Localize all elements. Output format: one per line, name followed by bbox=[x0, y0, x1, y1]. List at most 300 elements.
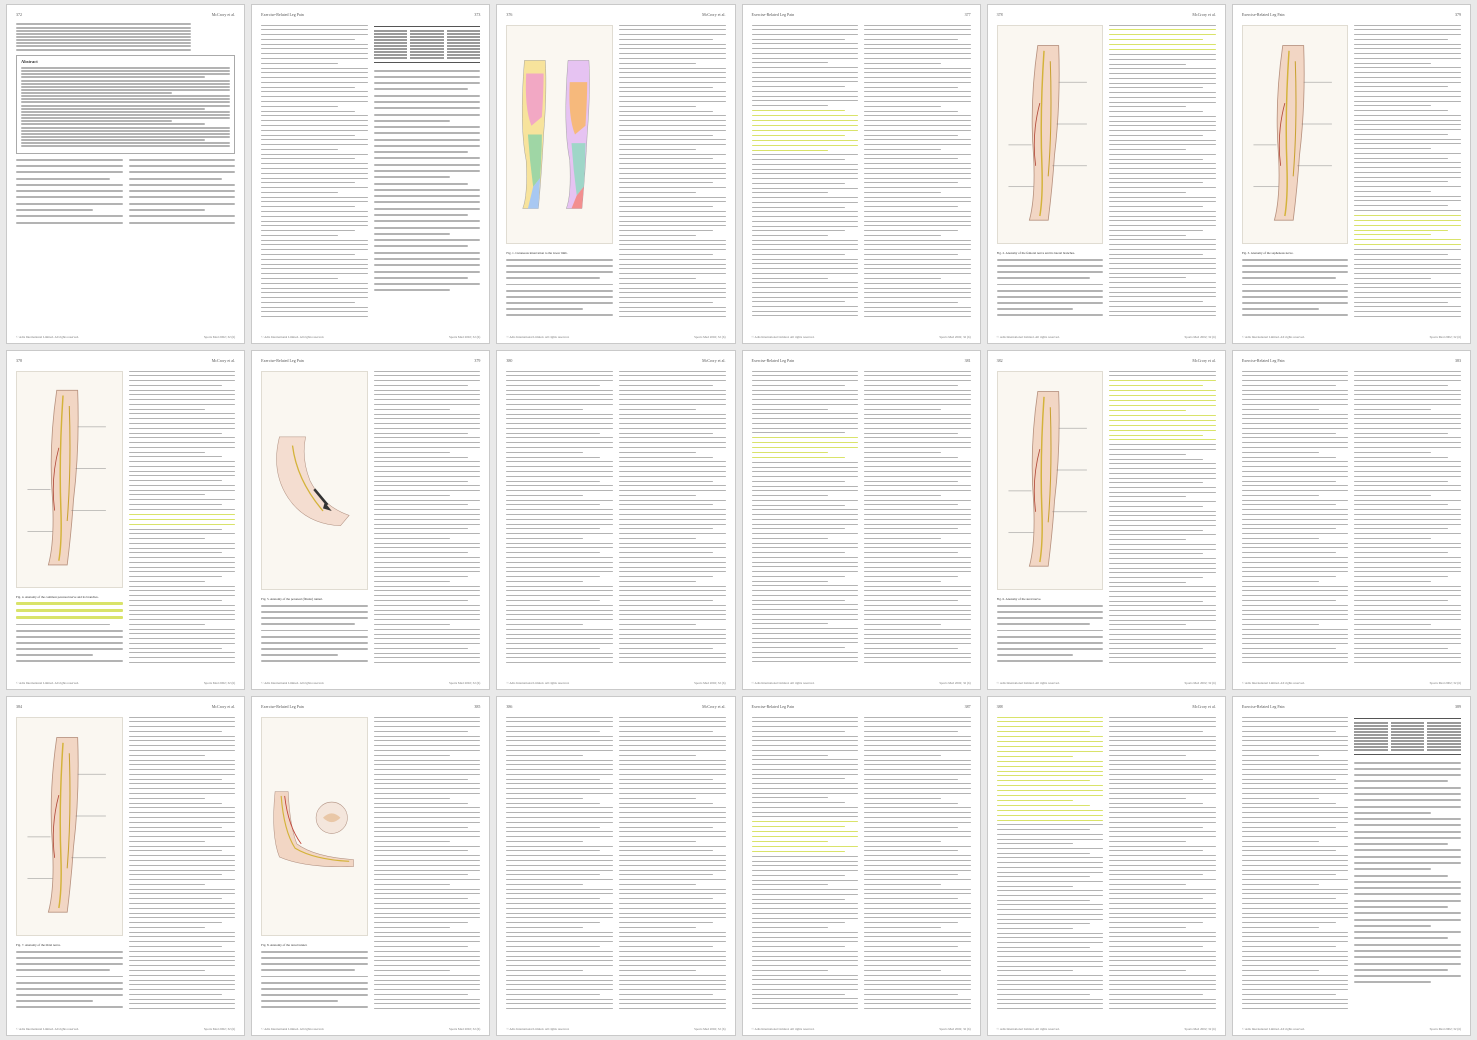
text-line bbox=[1354, 418, 1461, 419]
text-line bbox=[1354, 509, 1461, 510]
text-line bbox=[1242, 870, 1349, 871]
text-line bbox=[619, 404, 726, 405]
text-line bbox=[864, 855, 971, 856]
text-line bbox=[1242, 418, 1349, 419]
text-line bbox=[374, 1008, 481, 1009]
text-line bbox=[619, 812, 726, 813]
running-footer bbox=[506, 1027, 725, 1031]
text-line bbox=[1354, 799, 1461, 801]
text-line bbox=[1109, 989, 1216, 990]
text-line bbox=[752, 831, 859, 832]
text-line bbox=[21, 95, 230, 97]
text-line bbox=[864, 168, 971, 169]
text-line bbox=[506, 586, 613, 587]
text-line bbox=[619, 409, 696, 410]
text-line bbox=[864, 581, 941, 582]
header-left: Exercise-Related Leg Pain bbox=[751, 358, 795, 363]
journal-page bbox=[251, 696, 490, 1036]
text-line bbox=[506, 414, 613, 415]
text-line bbox=[997, 756, 1074, 757]
running-footer bbox=[752, 1027, 971, 1031]
text-line bbox=[864, 874, 958, 875]
text-line bbox=[506, 600, 600, 601]
text-line bbox=[506, 423, 613, 424]
text-line bbox=[506, 908, 613, 909]
text-line bbox=[1242, 595, 1349, 596]
text-line bbox=[1109, 855, 1216, 856]
text-line bbox=[374, 717, 481, 718]
text-line bbox=[1242, 956, 1349, 957]
text-line bbox=[21, 136, 230, 138]
text-line bbox=[619, 380, 726, 381]
text-line bbox=[374, 822, 481, 823]
text-line bbox=[619, 717, 726, 718]
text-line bbox=[752, 120, 859, 121]
text-line bbox=[374, 629, 481, 630]
figure-fig3 bbox=[1242, 25, 1349, 244]
text-line bbox=[374, 817, 481, 818]
text-line bbox=[619, 619, 726, 620]
text-line bbox=[129, 190, 236, 192]
text-column bbox=[1354, 369, 1461, 663]
text-line bbox=[619, 936, 726, 937]
text-line bbox=[374, 114, 481, 116]
text-line bbox=[374, 643, 481, 644]
text-line bbox=[619, 375, 726, 376]
text-line bbox=[129, 822, 236, 823]
text-line bbox=[619, 903, 726, 904]
text-line bbox=[1354, 634, 1461, 635]
text-line bbox=[864, 375, 971, 376]
footer-copyright: © Adis International Limited. All rights reserved. bbox=[261, 680, 325, 685]
text-line bbox=[1354, 567, 1461, 568]
text-line bbox=[16, 988, 123, 990]
text-line bbox=[864, 471, 971, 472]
text-line bbox=[16, 660, 123, 662]
text-line bbox=[16, 963, 123, 965]
text-line bbox=[619, 595, 726, 596]
text-line bbox=[1242, 721, 1349, 722]
text-line bbox=[752, 125, 859, 126]
text-line bbox=[619, 922, 713, 923]
text-column bbox=[261, 715, 368, 1009]
header-right: 377 bbox=[964, 12, 971, 17]
header-left: Exercise-Related Leg Pain bbox=[261, 12, 304, 17]
text-line bbox=[864, 798, 941, 799]
text-line bbox=[261, 34, 368, 35]
text-line bbox=[1242, 524, 1349, 525]
text-line bbox=[1354, 528, 1448, 529]
text-line bbox=[506, 994, 600, 995]
text-line bbox=[1354, 215, 1461, 216]
text-line bbox=[374, 576, 468, 577]
text-line bbox=[129, 975, 236, 976]
text-line bbox=[374, 76, 481, 78]
text-line bbox=[864, 201, 971, 202]
text-line bbox=[619, 144, 726, 145]
text-line bbox=[1354, 244, 1461, 245]
text-line bbox=[619, 442, 726, 443]
text-line bbox=[129, 755, 206, 756]
text-line bbox=[374, 504, 468, 505]
text-line bbox=[619, 980, 726, 981]
text-line bbox=[129, 215, 236, 217]
abstract-heading: Abstract bbox=[21, 58, 38, 64]
text-line bbox=[1242, 865, 1349, 866]
text-line bbox=[619, 586, 726, 587]
text-line bbox=[1242, 277, 1336, 279]
text-line bbox=[506, 769, 613, 770]
running-footer bbox=[752, 681, 971, 685]
text-line bbox=[374, 461, 481, 462]
text-line bbox=[16, 1006, 123, 1008]
text-line bbox=[374, 600, 468, 601]
text-line bbox=[1109, 439, 1216, 440]
text-line bbox=[129, 884, 206, 885]
text-line bbox=[864, 58, 971, 59]
text-line bbox=[1242, 590, 1349, 591]
text-line bbox=[864, 951, 971, 952]
text-line bbox=[129, 726, 236, 727]
text-line bbox=[619, 827, 713, 828]
text-line bbox=[997, 277, 1091, 279]
text-line bbox=[619, 533, 726, 534]
text-line bbox=[261, 963, 368, 965]
text-line bbox=[129, 203, 236, 205]
text-line bbox=[864, 91, 971, 92]
text-line bbox=[864, 173, 971, 174]
figure-caption: Fig. 6. Anatomy of the sural nerve. bbox=[996, 597, 1042, 602]
text-line bbox=[619, 721, 726, 722]
text-line bbox=[506, 394, 613, 395]
text-line bbox=[374, 970, 451, 971]
text-line bbox=[997, 605, 1104, 607]
text-line bbox=[16, 609, 123, 612]
text-line bbox=[1242, 581, 1319, 582]
text-line bbox=[506, 917, 613, 918]
text-line bbox=[997, 736, 1104, 737]
text-line bbox=[374, 404, 481, 405]
text-line bbox=[506, 380, 613, 381]
text-column bbox=[1109, 23, 1216, 317]
text-line bbox=[506, 302, 613, 304]
header-right: McCrory et al. bbox=[1192, 358, 1216, 363]
text-line bbox=[16, 190, 123, 192]
text-line bbox=[997, 308, 1074, 310]
text-column bbox=[864, 23, 971, 317]
text-line bbox=[1242, 533, 1349, 534]
text-line bbox=[506, 989, 613, 990]
text-line bbox=[1354, 619, 1461, 620]
text-line bbox=[129, 941, 236, 942]
text-line bbox=[374, 509, 481, 510]
text-line bbox=[619, 975, 726, 976]
text-line bbox=[997, 636, 1104, 638]
text-line bbox=[21, 111, 230, 113]
text-line bbox=[1242, 290, 1349, 292]
text-line bbox=[1242, 485, 1349, 486]
text-line bbox=[374, 414, 481, 415]
text-line bbox=[506, 533, 613, 534]
text-line bbox=[261, 91, 368, 92]
text-line bbox=[506, 755, 583, 756]
text-line bbox=[997, 648, 1104, 650]
text-line bbox=[619, 283, 726, 284]
text-line bbox=[21, 70, 230, 72]
text-line bbox=[864, 975, 971, 976]
text-line bbox=[374, 101, 481, 103]
footer-journal: Sports Med 2002; 32 (6) bbox=[694, 334, 726, 339]
text-line bbox=[619, 500, 726, 501]
text-line bbox=[506, 898, 600, 899]
text-line bbox=[506, 271, 613, 273]
text-line bbox=[261, 642, 368, 644]
text-line bbox=[1109, 927, 1186, 928]
text-line bbox=[752, 437, 859, 438]
text-line bbox=[374, 552, 468, 553]
text-line bbox=[261, 221, 368, 222]
text-line bbox=[129, 908, 236, 909]
text-line bbox=[997, 766, 1104, 767]
text-line bbox=[261, 283, 368, 284]
text-line bbox=[506, 803, 600, 804]
text-line bbox=[374, 183, 468, 185]
text-line bbox=[1242, 629, 1349, 630]
text-line bbox=[864, 29, 971, 30]
text-line bbox=[864, 125, 971, 126]
text-line bbox=[752, 145, 859, 146]
text-line bbox=[506, 610, 613, 611]
text-line bbox=[1354, 590, 1461, 591]
text-line bbox=[1354, 806, 1461, 808]
text-line bbox=[261, 273, 368, 274]
text-line bbox=[864, 106, 941, 107]
text-line bbox=[374, 614, 481, 615]
text-line bbox=[864, 192, 941, 193]
header-right: McCrory et al. bbox=[702, 358, 726, 363]
text-line bbox=[1109, 960, 1216, 961]
header-left: 386 bbox=[506, 704, 513, 709]
text-line bbox=[1354, 881, 1461, 883]
text-line bbox=[506, 409, 583, 410]
text-line bbox=[864, 936, 971, 937]
journal-page bbox=[496, 350, 735, 690]
text-line bbox=[261, 206, 355, 207]
text-column bbox=[864, 715, 971, 1009]
text-line bbox=[1109, 760, 1216, 761]
data-table bbox=[1354, 718, 1461, 755]
text-line bbox=[506, 855, 613, 856]
text-line bbox=[1242, 855, 1349, 856]
text-line bbox=[374, 913, 481, 914]
text-line bbox=[1109, 956, 1216, 957]
text-line bbox=[374, 390, 481, 391]
running-footer bbox=[997, 1027, 1216, 1031]
text-line bbox=[864, 149, 941, 150]
text-line bbox=[506, 980, 613, 981]
text-line bbox=[619, 509, 726, 510]
text-line bbox=[261, 87, 355, 88]
text-line bbox=[864, 297, 971, 298]
text-line bbox=[1242, 543, 1349, 544]
text-line bbox=[997, 780, 1091, 781]
journal-page bbox=[987, 350, 1226, 690]
text-line bbox=[1354, 624, 1431, 625]
text-line bbox=[506, 970, 583, 971]
text-line bbox=[864, 1008, 971, 1009]
text-line bbox=[506, 999, 613, 1000]
text-line bbox=[1242, 965, 1349, 966]
text-line bbox=[619, 230, 713, 231]
text-line bbox=[864, 600, 958, 601]
text-line bbox=[261, 144, 368, 145]
text-line bbox=[129, 736, 236, 737]
text-line bbox=[1354, 837, 1461, 839]
text-line bbox=[16, 630, 123, 632]
text-line bbox=[374, 812, 481, 813]
text-line bbox=[374, 151, 468, 153]
text-line bbox=[374, 371, 481, 372]
text-line bbox=[506, 399, 613, 400]
header-right: 389 bbox=[1455, 704, 1461, 709]
text-line bbox=[1242, 447, 1349, 448]
text-line bbox=[619, 941, 726, 942]
text-line bbox=[129, 855, 236, 856]
text-line bbox=[261, 101, 368, 102]
text-line bbox=[1242, 586, 1349, 587]
journal-page bbox=[987, 696, 1226, 1036]
text-line bbox=[506, 509, 613, 510]
text-line bbox=[1109, 726, 1216, 727]
text-line bbox=[1242, 302, 1349, 304]
text-line bbox=[1354, 900, 1461, 902]
text-column bbox=[752, 715, 859, 1009]
footer-copyright: © Adis International Limited. All rights reserved. bbox=[16, 680, 79, 685]
text-line bbox=[506, 634, 613, 635]
text-line bbox=[864, 970, 941, 971]
text-line bbox=[619, 428, 726, 429]
text-line bbox=[261, 48, 368, 49]
text-line bbox=[997, 726, 1104, 727]
text-line bbox=[16, 39, 191, 41]
running-footer bbox=[16, 335, 235, 339]
text-line bbox=[864, 96, 971, 97]
text-line bbox=[1109, 865, 1216, 866]
footer-journal: Sports Med 2002; 32 (6) bbox=[1429, 1026, 1461, 1031]
text-line bbox=[1109, 827, 1203, 828]
text-line bbox=[1242, 898, 1336, 899]
text-line bbox=[864, 476, 971, 477]
running-header bbox=[261, 13, 480, 17]
header-left: 380 bbox=[506, 358, 513, 363]
header-right: McCrory et al. bbox=[702, 12, 726, 17]
text-line bbox=[619, 471, 726, 472]
text-line bbox=[1354, 552, 1448, 553]
text-line bbox=[1354, 931, 1461, 933]
text-line bbox=[1354, 461, 1461, 462]
header-right: 381 bbox=[964, 358, 971, 363]
text-line bbox=[129, 812, 236, 813]
text-line bbox=[619, 629, 726, 630]
text-line bbox=[619, 221, 726, 222]
text-line bbox=[374, 870, 481, 871]
text-line bbox=[21, 142, 230, 144]
text-line bbox=[864, 394, 971, 395]
text-line bbox=[1109, 764, 1216, 765]
text-line bbox=[864, 452, 941, 453]
text-line bbox=[1354, 239, 1461, 240]
text-line bbox=[619, 311, 726, 312]
text-line bbox=[619, 850, 713, 851]
text-line bbox=[864, 571, 971, 572]
text-line bbox=[374, 447, 481, 448]
text-line bbox=[129, 946, 223, 947]
text-column bbox=[374, 715, 481, 1009]
text-line bbox=[864, 841, 941, 842]
text-line bbox=[374, 653, 481, 654]
text-line bbox=[1354, 519, 1461, 520]
text-line bbox=[619, 390, 726, 391]
text-line bbox=[1109, 425, 1216, 426]
text-line bbox=[752, 140, 859, 141]
text-line bbox=[619, 163, 726, 164]
text-line bbox=[1354, 414, 1461, 415]
text-line bbox=[619, 235, 696, 236]
text-line bbox=[261, 72, 368, 73]
text-line bbox=[374, 984, 481, 985]
text-line bbox=[864, 25, 971, 26]
text-line bbox=[129, 994, 223, 995]
text-line bbox=[374, 975, 481, 976]
text-line bbox=[1109, 980, 1216, 981]
text-line bbox=[619, 82, 726, 83]
text-line bbox=[619, 87, 713, 88]
text-line bbox=[1242, 798, 1319, 799]
header-right: McCrory et al. bbox=[211, 358, 236, 363]
footer-journal: Sports Med 2002; 32 (6) bbox=[203, 334, 236, 339]
text-line bbox=[864, 750, 971, 751]
text-line bbox=[506, 284, 613, 286]
text-line bbox=[1242, 648, 1336, 649]
text-line bbox=[864, 428, 971, 429]
running-footer bbox=[997, 335, 1216, 339]
text-line bbox=[506, 941, 613, 942]
running-footer bbox=[16, 1027, 235, 1031]
footer-copyright: © Adis International Limited. All rights reserved. bbox=[16, 334, 79, 339]
text-line bbox=[1354, 485, 1461, 486]
text-line bbox=[619, 130, 726, 131]
text-line bbox=[1242, 736, 1349, 737]
text-line bbox=[619, 135, 713, 136]
text-line bbox=[1242, 452, 1319, 453]
text-line bbox=[374, 745, 481, 746]
text-line bbox=[997, 771, 1104, 772]
text-line bbox=[374, 994, 468, 995]
text-line bbox=[752, 457, 846, 458]
text-line bbox=[619, 249, 726, 250]
text-line bbox=[1354, 428, 1461, 429]
text-line bbox=[752, 150, 829, 151]
text-line bbox=[1354, 409, 1431, 410]
text-line bbox=[1354, 868, 1431, 870]
text-line bbox=[506, 277, 600, 279]
text-line bbox=[1242, 308, 1319, 310]
text-line bbox=[374, 922, 468, 923]
text-line bbox=[374, 927, 451, 928]
text-line bbox=[261, 605, 368, 607]
text-line bbox=[374, 524, 481, 525]
text-line bbox=[261, 249, 368, 250]
